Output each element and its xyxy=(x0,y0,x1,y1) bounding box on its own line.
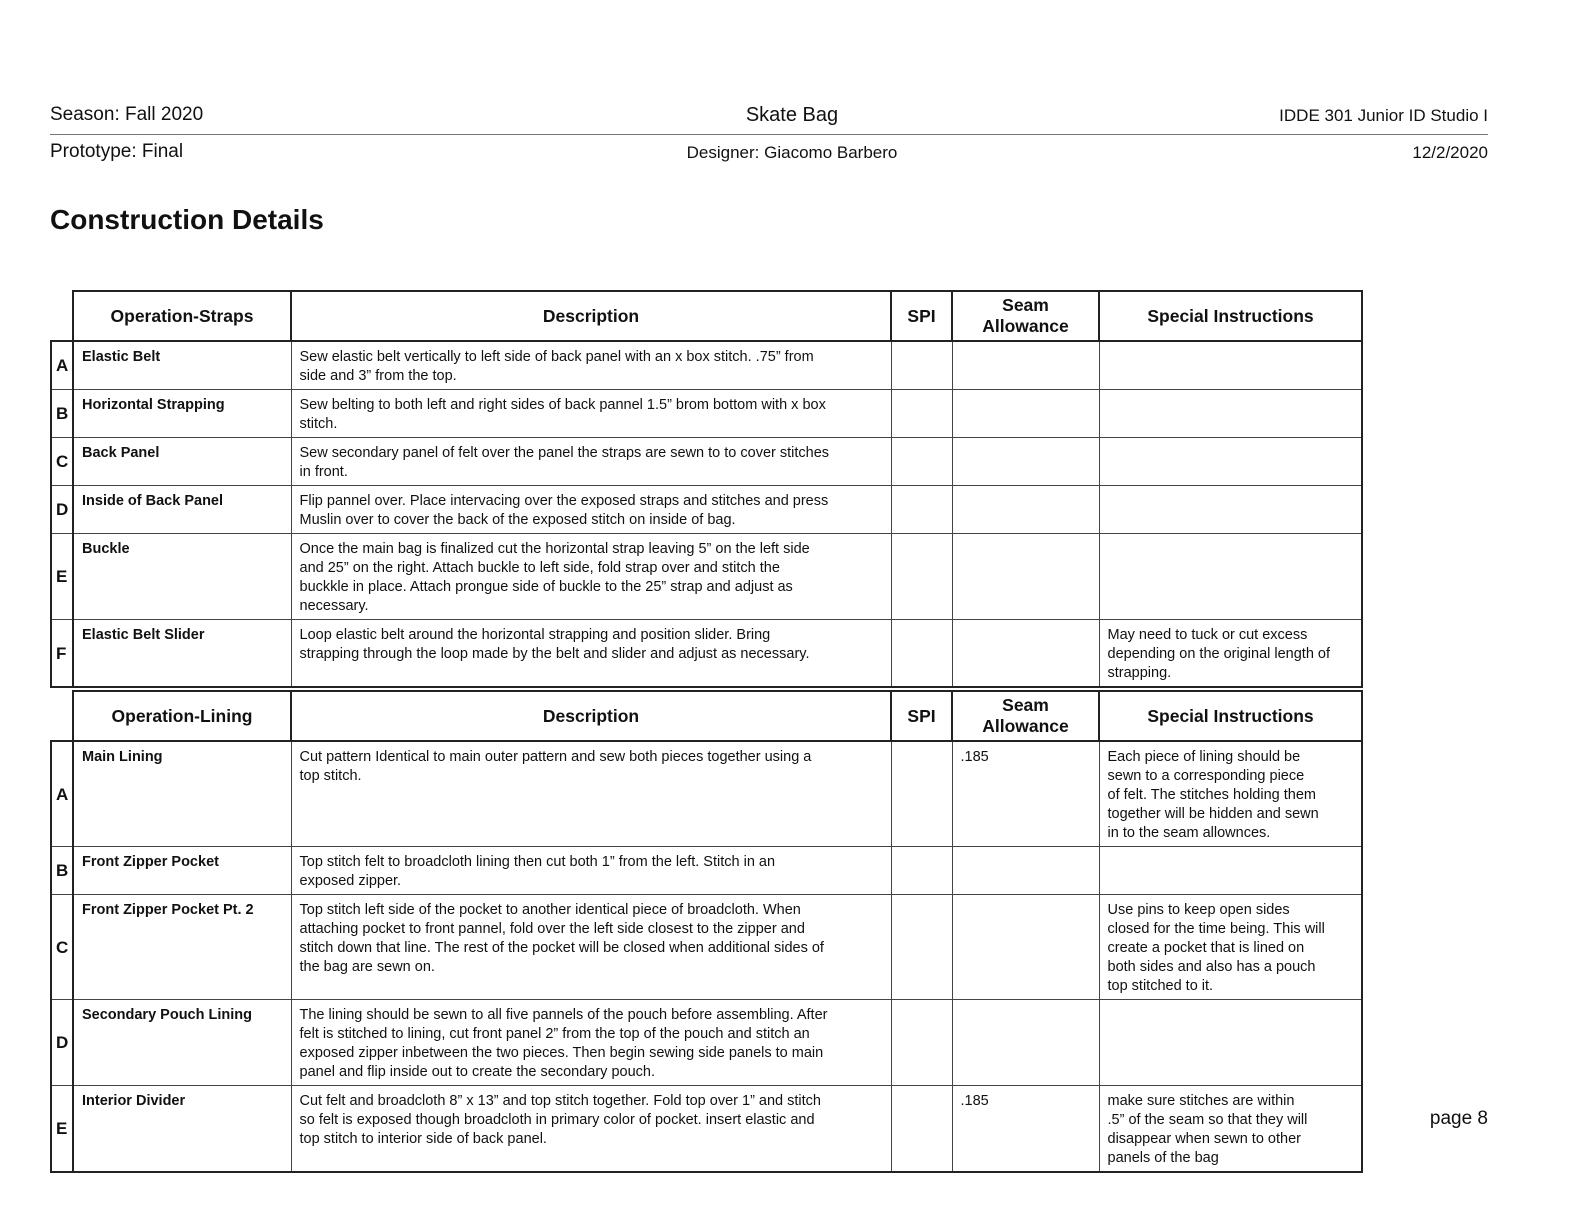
operation-name: Elastic Belt Slider xyxy=(73,620,291,688)
description-cell: Cut pattern Identical to main outer pattern and sew both pieces together using a top stitch. xyxy=(291,741,891,847)
spi-cell xyxy=(891,620,952,688)
seam-allowance-cell: .185 xyxy=(952,741,1099,847)
special-instructions-cell xyxy=(1099,847,1362,895)
spi-cell xyxy=(891,438,952,486)
table-row xyxy=(51,895,1362,1000)
header-divider xyxy=(50,134,1488,135)
table-row xyxy=(51,1000,1362,1086)
row-letter: E xyxy=(51,1086,73,1173)
seam-allowance-cell xyxy=(952,534,1099,620)
column-header: Special Instructions xyxy=(1099,291,1362,341)
row-letter: B xyxy=(51,847,73,895)
document-title: Skate Bag xyxy=(745,104,839,126)
table-row xyxy=(51,741,1362,847)
special-instructions-cell: Use pins to keep open sides closed for the time being. This will create a pocket that is lined on both sides and also has a pouch top stitched to it. xyxy=(1099,895,1362,1000)
table-row xyxy=(51,438,1362,486)
date-label: 12/2/2020 xyxy=(1412,143,1488,162)
straps-table xyxy=(50,290,1363,688)
designer-label: Designer: Giacomo Barbero xyxy=(686,143,898,162)
table-row xyxy=(51,620,1362,688)
special-instructions-cell xyxy=(1099,534,1362,620)
prototype-label: Prototype: Final xyxy=(50,141,184,162)
special-instructions-cell xyxy=(1099,486,1362,534)
special-instructions-cell xyxy=(1099,438,1362,486)
description-cell: Once the main bag is finalized cut the horizontal strap leaving 5” on the left side and 25” on the right. Attach buckle to left side, fold strap over and stitch the buckkle in place. Attach prongue side of buckle to the 25” strap and adjust as necessary. xyxy=(291,534,891,620)
column-header: Seam Allowance xyxy=(952,291,1099,341)
description-cell: The lining should be sewn to all five pannels of the pouch before assembling. After felt is stitched to lining, cut front panel 2” from the top of the pouch and stitch an exposed zipper inbetween the two pieces. Then begin sewing side panels to main panel and flip inside out to create the secondary pouch. xyxy=(291,1000,891,1086)
special-instructions-cell: Each piece of lining should be sewn to a corresponding piece of felt. The stitches holding them together will be hidden and sewn in to the seam allownces. xyxy=(1099,741,1362,847)
spi-cell xyxy=(891,1086,952,1173)
seam-allowance-cell xyxy=(952,1000,1099,1086)
description-cell: Sew belting to both left and right sides of back pannel 1.5” brom bottom with x box stitch. xyxy=(291,390,891,438)
special-instructions-cell xyxy=(1099,390,1362,438)
row-letter: A xyxy=(51,341,73,390)
row-letter: A xyxy=(51,741,73,847)
column-header: Description xyxy=(291,691,891,741)
operation-name: Secondary Pouch Lining xyxy=(73,1000,291,1086)
operation-name: Front Zipper Pocket Pt. 2 xyxy=(73,895,291,1000)
section-heading: Construction Details xyxy=(50,204,324,235)
table-row xyxy=(51,847,1362,895)
spi-cell xyxy=(891,390,952,438)
special-instructions-cell: May need to tuck or cut excess depending on the original length of strapping. xyxy=(1099,620,1362,688)
table-row xyxy=(51,486,1362,534)
course-label: IDDE 301 Junior ID Studio I xyxy=(1279,106,1488,125)
spi-cell xyxy=(891,1000,952,1086)
description-cell: Cut felt and broadcloth 8” x 13” and top stitch together. Fold top over 1” and stitch so felt is exposed though broadcloth in primary color of pocket. insert elastic and top stitch to interior side of back panel. xyxy=(291,1086,891,1173)
page-number: page 8 xyxy=(1429,1108,1488,1129)
description-cell: Top stitch felt to broadcloth lining then cut both 1” from the left. Stitch in an exposed zipper. xyxy=(291,847,891,895)
seam-allowance-cell xyxy=(952,341,1099,390)
table-row xyxy=(51,534,1362,620)
row-letter: C xyxy=(51,895,73,1000)
row-letter: D xyxy=(51,1000,73,1086)
seam-allowance-cell xyxy=(952,486,1099,534)
lining-table xyxy=(50,690,1363,1173)
operation-name: Inside of Back Panel xyxy=(73,486,291,534)
seam-allowance-cell xyxy=(952,438,1099,486)
spi-cell xyxy=(891,847,952,895)
spi-cell xyxy=(891,341,952,390)
spi-cell xyxy=(891,895,952,1000)
table-row xyxy=(51,1086,1362,1173)
description-cell: Flip pannel over. Place intervacing over the exposed straps and stitches and press Muslin over to cover the back of the exposed stitch on inside of bag. xyxy=(291,486,891,534)
seam-allowance-cell xyxy=(952,390,1099,438)
description-cell: Sew elastic belt vertically to left side of back panel with an x box stitch. .75” from side and 3” from the top. xyxy=(291,341,891,390)
table-header-row xyxy=(51,691,1362,741)
table-row xyxy=(51,390,1362,438)
operation-name: Elastic Belt xyxy=(73,341,291,390)
spi-cell xyxy=(891,741,952,847)
description-cell: Loop elastic belt around the horizontal strapping and position slider. Bring strapping through the loop made by the belt and slider and adjust as necessary. xyxy=(291,620,891,688)
spi-cell xyxy=(891,486,952,534)
column-header: Seam Allowance xyxy=(952,691,1099,741)
seam-allowance-cell xyxy=(952,847,1099,895)
season-label: Season: Fall 2020 xyxy=(50,104,204,125)
column-header: Operation-Lining xyxy=(73,691,291,741)
row-letter: B xyxy=(51,390,73,438)
special-instructions-cell: make sure stitches are within .5” of the seam so that they will disappear when sewn to other panels of the bag xyxy=(1099,1086,1362,1173)
spi-cell xyxy=(891,534,952,620)
table-header-row xyxy=(51,291,1362,341)
row-letter: E xyxy=(51,534,73,620)
operation-name: Interior Divider xyxy=(73,1086,291,1173)
operation-name: Back Panel xyxy=(73,438,291,486)
column-header: Description xyxy=(291,291,891,341)
operation-name: Main Lining xyxy=(73,741,291,847)
special-instructions-cell xyxy=(1099,341,1362,390)
row-letter: D xyxy=(51,486,73,534)
row-letter: F xyxy=(51,620,73,688)
row-letter: C xyxy=(51,438,73,486)
column-header: Special Instructions xyxy=(1099,691,1362,741)
column-header: Operation-Straps xyxy=(73,291,291,341)
operation-name: Buckle xyxy=(73,534,291,620)
column-header: SPI xyxy=(891,691,952,741)
seam-allowance-cell: .185 xyxy=(952,1086,1099,1173)
operation-name: Front Zipper Pocket xyxy=(73,847,291,895)
description-cell: Top stitch left side of the pocket to another identical piece of broadcloth. When attaching pocket to front pannel, fold over the left side closest to the zipper and stitch down that line. The rest of the pocket will be closed when additional sides of the bag are sewn on. xyxy=(291,895,891,1000)
description-cell: Sew secondary panel of felt over the panel the straps are sewn to to cover stitches in front. xyxy=(291,438,891,486)
special-instructions-cell xyxy=(1099,1000,1362,1086)
column-header: SPI xyxy=(891,291,952,341)
seam-allowance-cell xyxy=(952,895,1099,1000)
operation-name: Horizontal Strapping xyxy=(73,390,291,438)
table-row xyxy=(51,341,1362,390)
seam-allowance-cell xyxy=(952,620,1099,688)
